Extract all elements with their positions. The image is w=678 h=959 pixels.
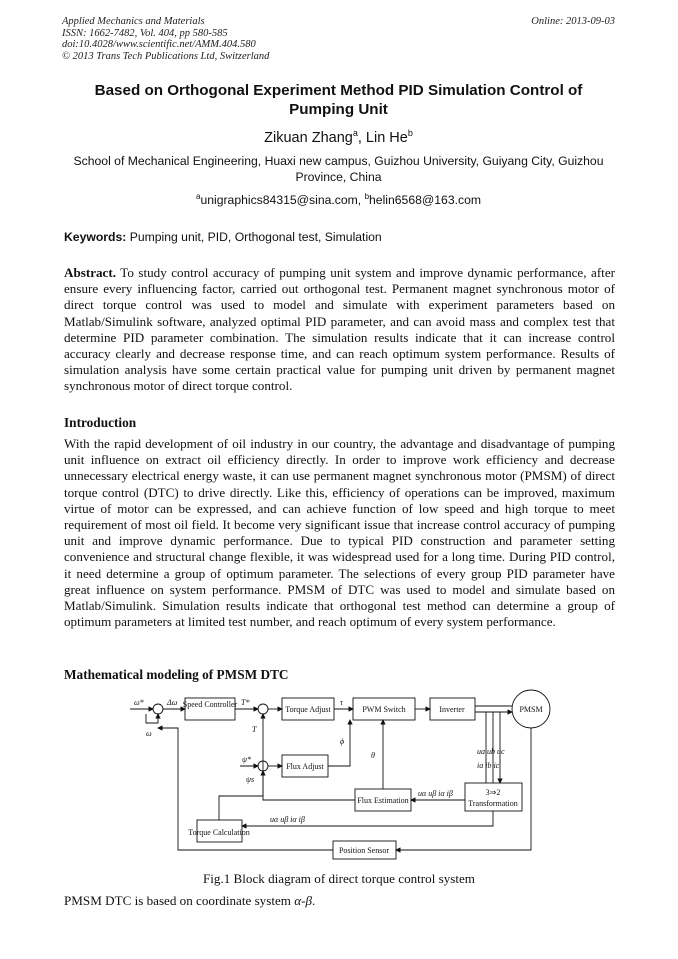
sig-omega: ω xyxy=(146,729,152,738)
sig-phi: ϕ xyxy=(340,737,345,746)
sig-psi-ref: ψ* xyxy=(242,755,251,764)
math-heading: Mathematical modeling of PMSM DTC xyxy=(64,667,289,682)
abstract-text: To study control accuracy of pumping unit system and improve dynamic performance, after ensure every influencing factor, carried out orthogonal test. Permanent magnet synchronous motor of direct torque control was used to model and simulate with experiment parameters based on Matlab/Simulink software, analyzed optimal PID parameter, and can avoid mass and complex test that determine PID parameter combination. The simulation results indicate that it can increase control accuracy clearly and decrease response time, and can reach optimum system performance. Results of simulation analysis have some certain practical value for pumping unit driven by permanent magnet synchronous motor of direct torque control. xyxy=(64,265,615,394)
sig-flux-inputs: uα uβ iα iβ xyxy=(418,789,453,798)
online-date: Online: 2013-09-03 xyxy=(531,16,615,27)
intro-heading: Introduction xyxy=(64,415,137,430)
wire-inverter-pmsm xyxy=(475,706,512,712)
label-inverter: Inverter xyxy=(439,705,465,714)
email-2-mark: b xyxy=(364,192,370,201)
journal-issn: ISSN: 1662-7482, Vol. 404, pp 580-585 xyxy=(62,27,228,39)
label-position-sensor: Position Sensor xyxy=(338,846,390,855)
sig-ia-ib-ic: ia ib ic xyxy=(477,761,500,770)
journal-copyright: © 2013 Trans Tech Publications Ltd, Switzerland xyxy=(62,50,270,62)
label-speed-controller: Speed Controller xyxy=(182,700,238,709)
label-flux-adjust: Flux Adjust xyxy=(286,762,324,771)
journal-doi: doi:10.4028/www.scientific.net/AMM.404.580 xyxy=(62,39,256,50)
label-flux-estimation: Flux Estimation xyxy=(357,796,409,805)
sig-theta: θ xyxy=(371,751,375,760)
sig-omega-ref: ω* xyxy=(134,698,144,707)
email-2: helin6568@163.com xyxy=(369,193,482,208)
keywords-label: Keywords: xyxy=(64,230,127,244)
sum-junction-torque xyxy=(258,704,268,714)
sig-psi-s: ψs xyxy=(246,775,255,784)
sig-tau: τ xyxy=(340,698,343,707)
author-2: Lin He xyxy=(365,129,408,146)
email-1-mark: a xyxy=(195,192,201,201)
emails xyxy=(62,189,615,208)
sig-delta-omega: Δω xyxy=(167,698,178,707)
dtc-block-diagram xyxy=(128,686,553,864)
sig-torque-inputs: uα uβ iα iβ xyxy=(270,815,305,824)
label-torque-calc: Torque Calculation xyxy=(188,828,250,837)
author-1: Zikuan Zhang xyxy=(264,129,353,146)
paper-title: Based on Orthogonal Experiment Method PID Simulation Control of Pumping Unit xyxy=(94,82,583,118)
label-torque-adjust: Torque Adjust xyxy=(285,705,331,714)
last-line-math: α-β xyxy=(294,893,312,908)
wire-omega-feedback xyxy=(146,714,158,723)
sum-junction-speed xyxy=(153,704,163,714)
label-pwm-switch: PWM Switch xyxy=(362,705,406,714)
intro-paragraph: With the rapid development of oil industry in our country, the advantage and disadvantage of pumping unit influence on extract oil efficiency directly. In order to improve work efficiency and decrease unnecessary electrical energy waste, it can use permanent magnet synchronous motor (PMSM) of direct torque control (DTC) to drive directly. Like this, efficiency of operations can be improved, maximum virtue of motor can be expressed, and can achieve function of low speed and high torque to meet requirement of most oil field. It become very significant issue that increase control accuracy of pumping unit and improve dynamic performance. Due to typical PID construction and parameter setting convenience and structural change flexible, it was widespread used for a long time. During PID control, it need determine a group of optimum parameter. The selections of every group PID parameter have great influence on system performance. PMSM of DTC was used to model and simulate based on Matlab/Simulink. Simulation results indicate that orthogonal test method can determine a group of optimum parameters at limited test number, and reach optimum of every system performance. xyxy=(64,436,615,630)
last-line-text: PMSM DTC is based on coordinate system xyxy=(64,893,295,908)
journal-header xyxy=(62,16,269,62)
affiliation: School of Mechanical Engineering, Huaxi new campus, Guizhou University, Guiyang City, Guizhou Province, China xyxy=(73,154,604,184)
label-transformation: Transformation xyxy=(468,799,518,808)
wire-phi xyxy=(328,720,350,766)
author-separator: , xyxy=(357,129,366,146)
last-line-end: . xyxy=(312,893,316,908)
sig-torque-ref: T* xyxy=(241,698,250,707)
sig-ua-ub-uc: ua ub uc xyxy=(477,747,505,756)
sig-torque: T xyxy=(252,725,257,734)
email-1: unigraphics84315@sina.com, xyxy=(200,193,365,208)
keywords xyxy=(64,229,382,245)
authors xyxy=(62,124,615,147)
label-transform-top: 3⇒2 xyxy=(485,788,501,797)
author-1-mark: a xyxy=(352,128,358,138)
label-pmsm: PMSM xyxy=(519,705,543,714)
abstract-label: Abstract. xyxy=(64,265,116,280)
figure-caption: Fig.1 Block diagram of direct torque control system xyxy=(202,871,475,886)
keywords-text: Pumping unit, PID, Orthogonal test, Simulation xyxy=(126,230,382,244)
abstract xyxy=(64,265,615,395)
last-line xyxy=(64,893,315,909)
author-2-mark: b xyxy=(407,128,413,138)
journal-name: Applied Mechanics and Materials xyxy=(62,16,205,27)
